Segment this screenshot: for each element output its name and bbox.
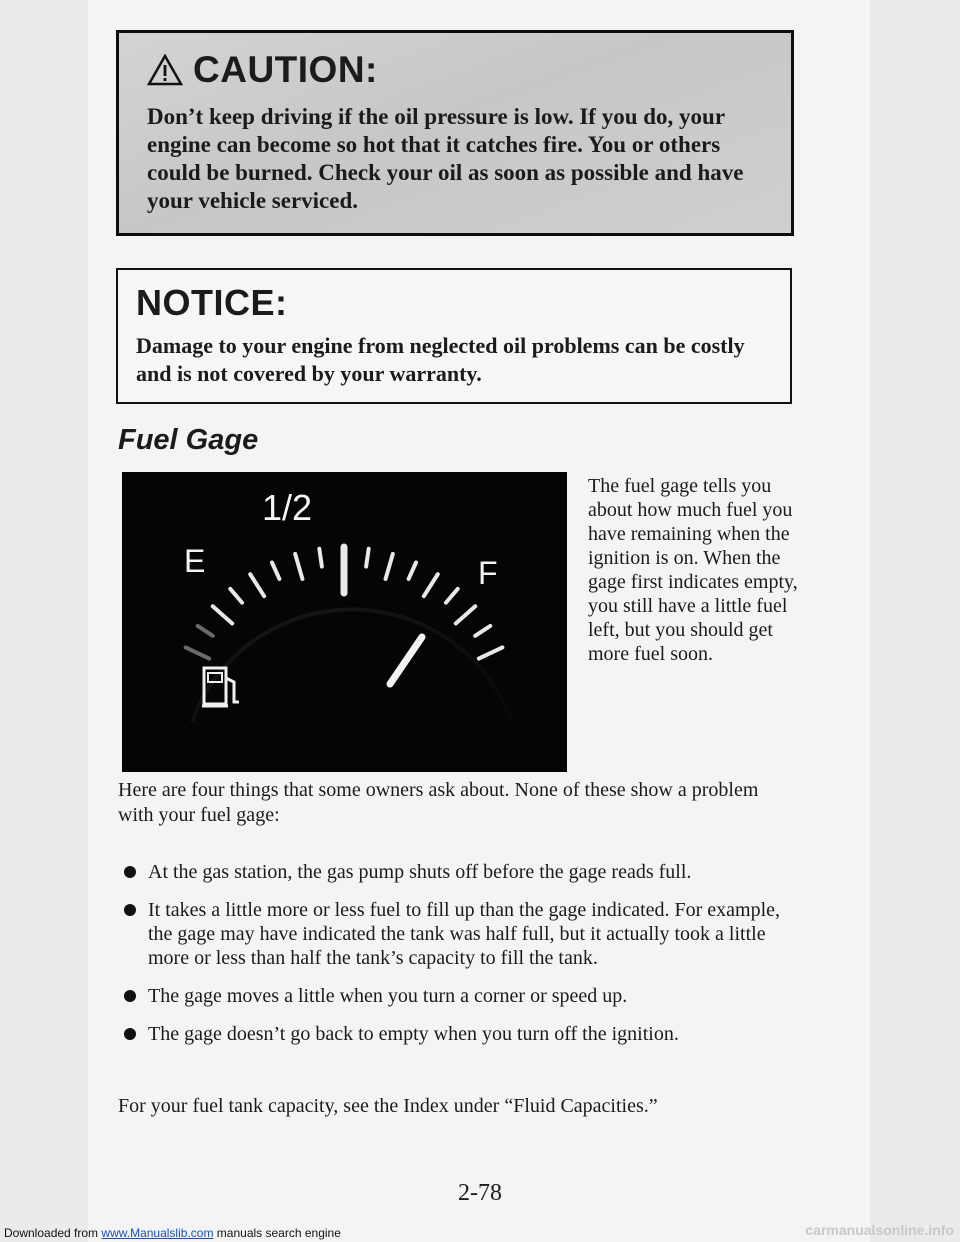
gauge-tick [198, 626, 213, 636]
gauge-tick [319, 549, 322, 567]
page-number: 2-78 [458, 1180, 502, 1206]
gauge-empty-label: E [184, 543, 206, 579]
fuel-gage-bullet-list [124, 860, 804, 1060]
gauge-arc [192, 609, 512, 722]
bullet-icon [124, 904, 136, 916]
gauge-full-label: F [478, 555, 498, 591]
gauge-tick [230, 589, 242, 603]
gauge-tick [409, 563, 416, 579]
fuel-gauge-image [122, 472, 567, 772]
section-title: Fuel Gage [118, 424, 259, 456]
list-item [124, 984, 804, 1008]
bullet-icon [124, 1028, 136, 1040]
gauge-tick [366, 549, 369, 567]
list-item-text: It takes a little more or less fuel to fill up than the gage indicated. For example, the gage may have indicated the tank was half full, but it actually took a little more or less than half the tank’s capacity to fill the tank. [148, 899, 781, 969]
list-item-text: The gage doesn’t go back to empty when you turn off the ignition. [148, 1023, 679, 1045]
bullet-icon [124, 990, 136, 1002]
gauge-tick [424, 574, 438, 596]
fuel-gage-intro: Here are four things that some owners ask about. None of these show a problem with your fuel gage: [118, 779, 759, 826]
list-item-text: At the gas station, the gas pump shuts off before the gage reads full. [148, 861, 692, 883]
caution-box [116, 30, 794, 236]
caution-text: Don’t keep driving if the oil pressure is low. If you do, your engine can become so hot that it catches fire. You or others could be burned. Check your oil as soon as possible and have your vehicle serviced. [147, 104, 744, 213]
fuel-capacity-reference: For your fuel tank capacity, see the Index under “Fluid Capacities.” [118, 1095, 658, 1117]
gauge-half-label: 1/2 [262, 487, 313, 528]
list-item-text: The gage moves a little when you turn a corner or speed up. [148, 985, 628, 1007]
list-item [124, 898, 804, 970]
footer-prefix: Downloaded from [4, 1226, 99, 1240]
list-item [124, 860, 804, 884]
gauge-tick [250, 574, 264, 596]
caution-header [147, 49, 378, 91]
notice-box [116, 268, 792, 404]
notice-title: NOTICE: [136, 282, 288, 323]
gauge-tick [186, 647, 210, 658]
footer-suffix: manuals search engine [216, 1226, 341, 1240]
gauge-tick [475, 626, 490, 636]
gauge-tick [446, 589, 458, 603]
gauge-tick [272, 563, 279, 579]
download-footer [4, 1226, 341, 1240]
gauge-needle [390, 637, 422, 684]
warning-triangle-icon [147, 54, 183, 86]
gauge-tick [213, 606, 233, 623]
watermark: carmanualsonline.info [805, 1222, 954, 1238]
fuel-gauge-graphic [122, 472, 567, 772]
gauge-tick [479, 647, 503, 658]
manualslib-link[interactable]: www.Manualslib.com [101, 1226, 214, 1240]
bullet-icon [124, 866, 136, 878]
list-item [124, 1022, 804, 1046]
notice-text: Damage to your engine from neglected oil problems can be costly and is not covered by your warranty. [136, 333, 745, 386]
gauge-tick [456, 606, 476, 623]
gauge-tick [386, 554, 393, 579]
fuel-gage-description: The fuel gage tells you about how much fuel you have remaining when the ignition is on. When the gage first indicates empty, you still have a little fuel left, but you should get more fuel soon. [588, 475, 798, 665]
gauge-tick [295, 554, 302, 579]
caution-title: CAUTION: [193, 49, 378, 90]
